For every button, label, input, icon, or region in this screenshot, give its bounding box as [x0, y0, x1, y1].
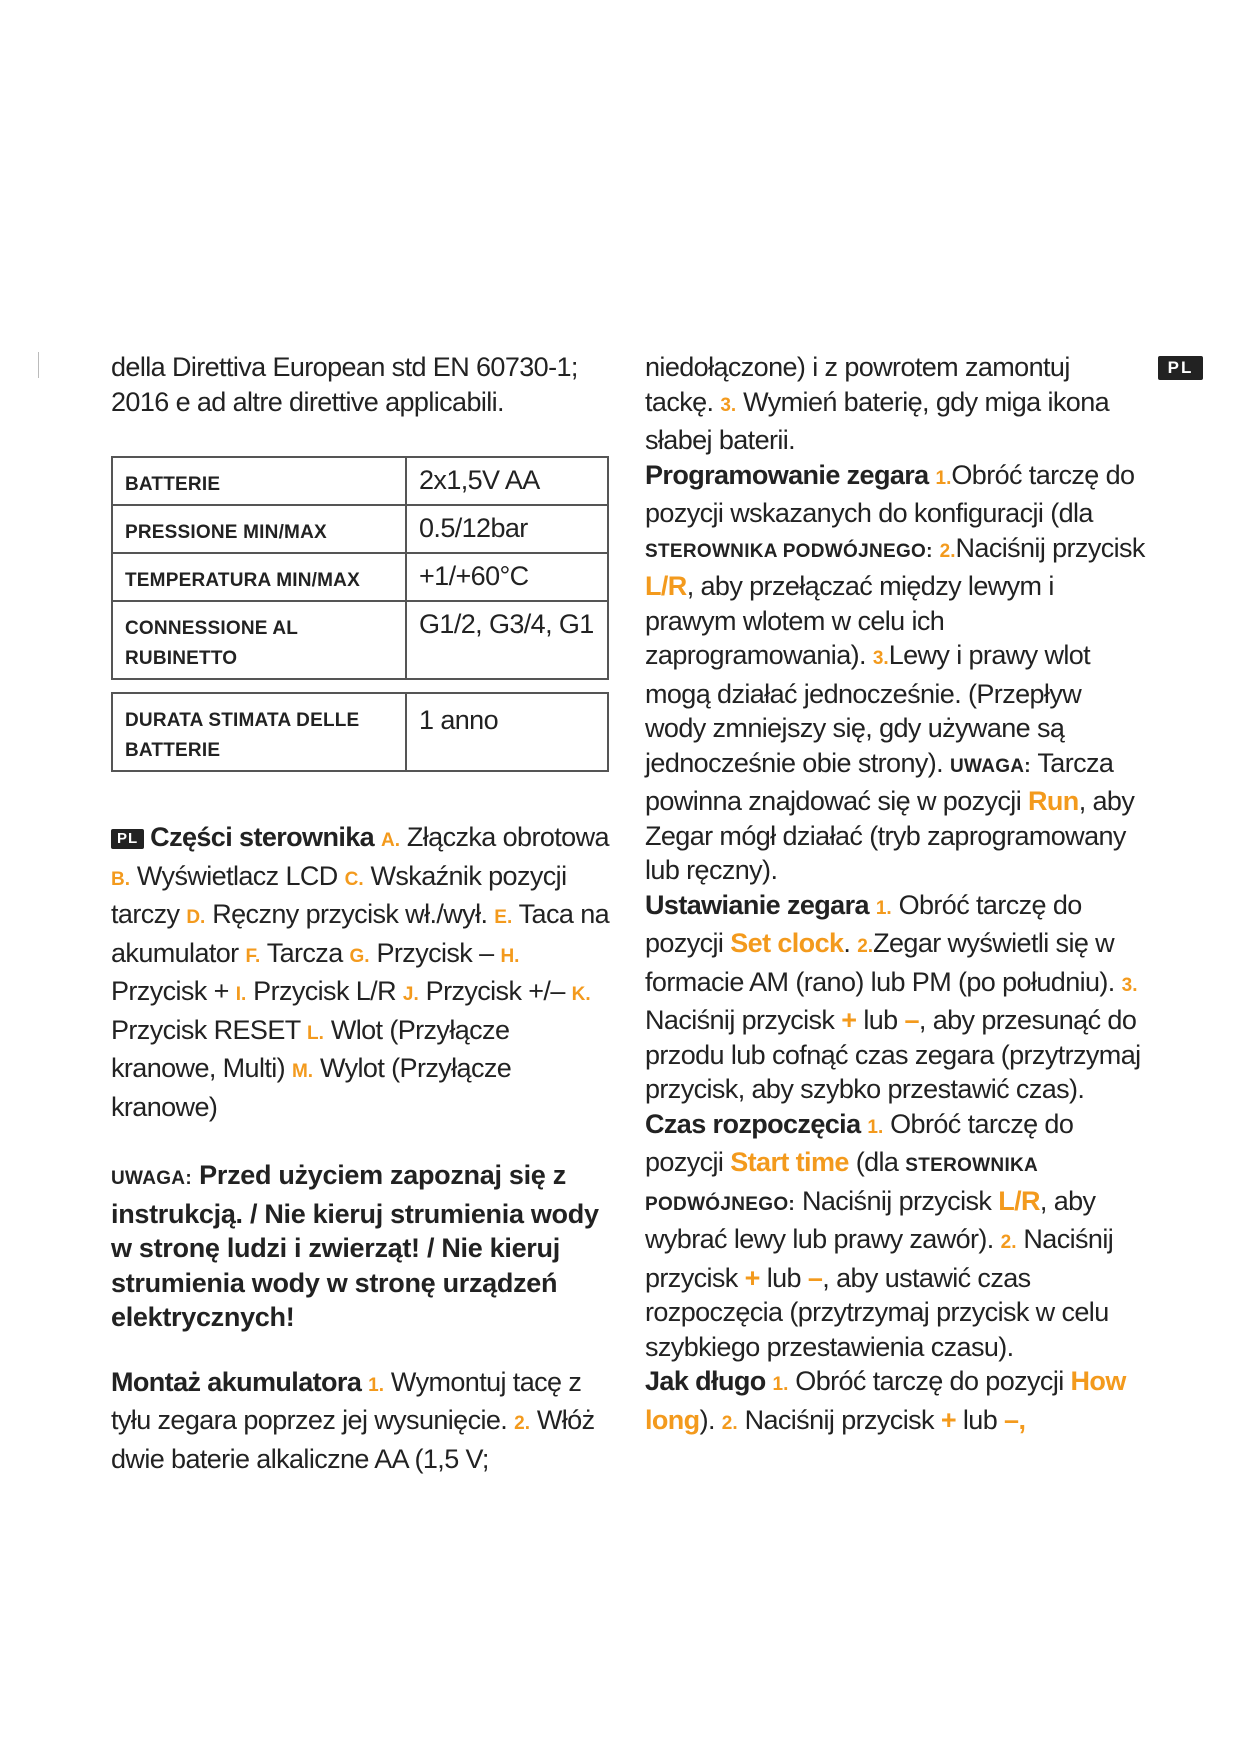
pl-badge: PL — [111, 829, 144, 849]
programming-section — [645, 458, 1145, 888]
part-text: Przycisk +/– — [425, 976, 565, 1006]
part-text: Wyświetlacz LCD — [136, 860, 338, 891]
part-letter: G. — [349, 945, 370, 967]
part-text: Przycisk RESET — [111, 1014, 301, 1045]
step-number: 1. — [935, 467, 952, 489]
part-text: Wskaźnik pozycji tarczy — [111, 860, 567, 929]
left-column — [111, 350, 621, 1476]
table-row — [112, 553, 608, 601]
step-text: ). — [699, 1404, 715, 1435]
minus-button-ref: –, — [1004, 1404, 1026, 1435]
step-text: Wymontuj tacę z tyłu zegara poprzez jej wysunięcie. — [111, 1366, 582, 1435]
battery-continued — [645, 350, 1145, 458]
step-text: Naciśnij przycisk — [801, 1185, 992, 1216]
step-text: (dla — [855, 1147, 899, 1177]
battery-section — [111, 1365, 621, 1477]
start-heading: Czas rozpoczęcia — [645, 1108, 861, 1139]
duration-heading: Jak długo — [645, 1366, 766, 1396]
language-badge: PL — [1158, 356, 1203, 380]
plus-button-ref: + — [940, 1404, 956, 1435]
step-text: Naciśnij przycisk — [645, 1005, 835, 1035]
clock-section — [645, 888, 1145, 1107]
note-text: Tarcza powinna znajdować się w pozycji — [645, 747, 1114, 816]
table-row — [112, 601, 608, 679]
step-number: 2. — [1000, 1232, 1017, 1253]
warning-text: Przed użyciem zapoznaj się z instrukcją. / Nie kieruj strumienia wody w stronę ludzi i zwierząt! / Nie kieruj strumienia wody w stronę urządzeń elektrycznych! — [111, 1160, 599, 1332]
step-number: 1. — [867, 1116, 884, 1138]
clock-heading: Ustawianie zegara — [645, 889, 869, 920]
step-text: lub — [766, 1262, 801, 1293]
part-text: Tarcza — [266, 937, 343, 968]
step-number: 2. — [721, 1412, 738, 1434]
part-text: Przycisk + — [111, 976, 229, 1006]
table-row — [112, 693, 608, 771]
spec-value: +1/+60°C — [406, 553, 608, 601]
step-text: , aby ustawić czas rozpoczęcia (przytrzymaj przycisk w celu szybkiego przestawienia czasu). — [645, 1262, 1109, 1362]
step-text: Zegar wyświetli się w formacie AM (rano) lub PM (po południu). — [645, 928, 1115, 997]
part-letter: I. — [235, 984, 247, 1005]
part-letter: B. — [111, 868, 130, 890]
start-time-ref: Start time — [730, 1147, 849, 1177]
part-text: Przycisk – — [376, 937, 494, 968]
intro-text: della Direttiva European std EN 60730-1; 2016 e ad altre direttive applicabili. — [111, 352, 578, 417]
set-clock-ref: Set clock — [730, 928, 844, 958]
step-text: . — [843, 928, 851, 958]
step-number: 1. — [875, 897, 892, 919]
specs-table — [111, 456, 609, 680]
plus-button-ref: + — [744, 1262, 760, 1293]
table-row — [112, 457, 608, 505]
step-number: 2. — [514, 1413, 530, 1434]
battery-life-table — [111, 692, 609, 772]
part-letter: H. — [500, 945, 520, 967]
part-text: Taca na akumulator — [111, 899, 610, 968]
parts-section — [111, 820, 621, 1124]
step-text: Obróć tarczę do pozycji — [645, 889, 1082, 958]
step-text: Obróć tarczę do pozycji wskazanych do konfiguracji (dla — [645, 459, 1135, 528]
step-text: Naciśnij przycisk — [744, 1404, 934, 1435]
part-letter: K. — [571, 984, 591, 1005]
warning-paragraph — [111, 1158, 621, 1335]
note-text: , aby Zegar mógł działać (tryb zaprogramowany lub ręczny). — [645, 786, 1135, 885]
note-label: UWAGA: — [949, 755, 1031, 777]
step-number: 2. — [939, 540, 956, 562]
step-text: , aby przełączać między lewym i prawym wlotem w celu ich zaprogramowania). — [645, 571, 1054, 670]
spec-value: 2x1,5V AA — [406, 457, 608, 505]
spec-key: DURATA STIMATA DELLE BATTERIE — [112, 693, 406, 771]
duration-section — [645, 1364, 1145, 1441]
table-row — [112, 505, 608, 553]
step-text: Obróć tarczę do pozycji — [795, 1366, 1064, 1396]
part-text: Przycisk L/R — [253, 976, 396, 1006]
spec-value: 0.5/12bar — [406, 505, 608, 553]
step-text: Włóż dwie baterie alkaliczne AA (1,5 V; — [111, 1405, 595, 1474]
how-long-ref: How long — [645, 1366, 1126, 1435]
minus-button-ref: – — [904, 1005, 919, 1035]
warning-label: UWAGA: — [111, 1168, 192, 1189]
part-letter: M. — [291, 1061, 314, 1082]
step-number: 3. — [1121, 974, 1138, 996]
lr-button-ref: L/R — [645, 571, 687, 601]
minus-button-ref: – — [807, 1262, 823, 1293]
programming-heading: Programowanie zegara — [645, 459, 929, 490]
plus-button-ref: + — [841, 1005, 857, 1035]
part-text: Wylot (Przyłącze kranowe) — [111, 1053, 512, 1122]
step-number: 3. — [720, 394, 737, 416]
step-text: lub — [863, 1005, 898, 1035]
spec-key: TEMPERATURA MIN/MAX — [112, 553, 406, 601]
part-text: Ręczny przycisk wł./wył. — [212, 899, 488, 929]
step-text: Obróć tarczę do pozycji — [645, 1108, 1074, 1177]
part-letter: D. — [186, 907, 206, 928]
step-number: 3. — [872, 648, 889, 669]
step-text: , aby przesunąć do przodu lub cofnąć czas zegara (przytrzymaj przycisk, aby szybko przestawić czas). — [645, 1005, 1141, 1104]
page-edge-mark — [38, 352, 39, 378]
run-position-ref: Run — [1028, 786, 1079, 816]
dual-controller-label: STEROWNIKA PODWÓJNEGO: — [645, 1155, 1038, 1215]
step-text: lub — [962, 1404, 998, 1435]
step-text: Lewy i prawy wlot mogą działać jednocześnie. (Przepływ wody zmniejszy się, gdy używane są jednocześnie obie strony). — [645, 640, 1091, 778]
step-text: Wymień baterię, gdy miga ikona słabej baterii. — [645, 386, 1110, 455]
spec-key: PRESSIONE MIN/MAX — [112, 505, 406, 553]
battery-heading: Montaż akumulatora — [111, 1366, 362, 1397]
lr-button-ref: L/R — [998, 1185, 1040, 1216]
parts-heading: Części sterownika — [150, 822, 375, 852]
part-letter: C. — [344, 868, 364, 890]
part-letter: A. — [380, 830, 400, 851]
dual-controller-label: STEROWNIKA PODWÓJNEGO: — [645, 540, 933, 562]
step-number: 1. — [368, 1374, 385, 1396]
part-letter: J. — [402, 984, 419, 1005]
step-text: Naciśnij przycisk — [955, 532, 1145, 563]
part-text: Złączka obrotowa — [406, 822, 609, 852]
spec-value: 1 anno — [406, 693, 608, 771]
part-letter: F. — [245, 945, 261, 967]
step-text: niedołączone) i z powrotem zamontuj tackę. — [645, 352, 1070, 417]
part-letter: E. — [494, 907, 513, 928]
step-text: , aby wybrać lewy lub prawy zawór). — [645, 1185, 1096, 1254]
spec-key: BATTERIE — [112, 457, 406, 505]
part-text: Wlot (Przyłącze kranowe, Multi) — [111, 1014, 510, 1083]
part-letter: L. — [307, 1022, 324, 1044]
step-text: Naciśnij przycisk — [645, 1224, 1114, 1293]
step-number: 2. — [857, 936, 874, 957]
spec-key: CONNESSIONE AL RUBINETTO — [112, 601, 406, 679]
start-section — [645, 1107, 1145, 1365]
step-number: 1. — [772, 1374, 789, 1395]
spec-value: G1/2, G3/4, G1 — [406, 601, 608, 679]
right-column — [645, 350, 1145, 1441]
